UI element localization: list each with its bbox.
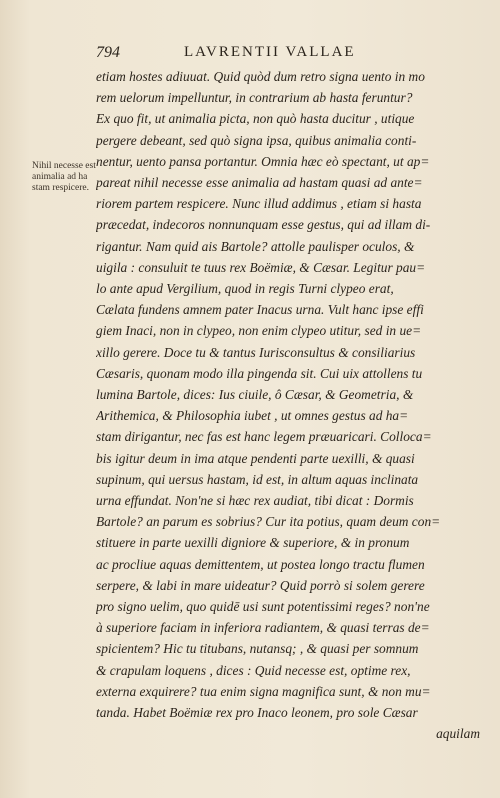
text-line: stituere in parte uexilli digniore & superiore, & in pronum [96,535,410,551]
text-line: pergere debeant, sed quò signa ipsa, quibus animalia conti- [96,132,417,148]
text-line: ac procliue aquas demittentem, ut postea longo tractu flumen [96,556,425,572]
text-line: supinum, qui uersus hastam, id est, in altum aquas inclinata [96,471,419,487]
running-head: LAVRENTII VALLAE [184,44,356,60]
text-line: serpere, & labi in mare uideatur? Quid porrò si solem gerere [96,577,425,593]
text-line: pareat nihil necesse esse animalia ad hastam quasi ad ante= [96,175,423,191]
marginal-note [32,161,98,194]
text-line: rigantur. Nam quid ais Bartole? attolle paulisper oculos, & [96,238,415,254]
text-line: Ex quo fit, ut animalia picta, non quò hasta ducitur , utique [96,111,415,127]
text-line: spicientem? Hic tu titubans, nutansq; , & quasi per somnum [96,641,419,657]
text-line: Cælata fundens amnem pater Inacus urna. Vult hanc ipse effi [96,302,424,318]
text-line: præcedat, indecoros nonnunquam esse gestus, qui ad illam di- [96,217,431,233]
text-line: xillo gerere. Doce tu & tantus Iurisconsultus & consiliarius [96,344,416,360]
text-line: urna effundat. Non'ne si hæc rex audiat, tibi dicat : Dormis [96,493,414,509]
body-text [96,66,480,745]
text-line: tanda. Habet Boëmiæ rex pro Inaco leonem, pro sole Cæsar [96,705,418,721]
text-line: uigila : consuluit te tuus rex Boëmiæ, & Cæsar. Legitur pau= [96,259,426,275]
text-line: pro signo uelim, quo quidē usi sunt potentissimi reges? non'ne [96,599,430,615]
marginal-note-line: animalia ad ha [32,172,88,182]
text-line: nentur, uento pansa portantur. Omnia hæc eò spectant, ut ap= [96,153,430,169]
text-line: à superiore faciam in inferiora radiantem, & quasi terras de= [96,620,430,636]
text-line: bis igitur deum in ima atque pendenti parte uexilli, & quasi [96,450,415,466]
page-number: 794 [96,44,120,61]
marginal-note-line: Nihil necesse est [32,161,96,171]
text-line: lo ante apud Vergilium, quod in regis Turni clypeo erat, [96,281,394,297]
text-line: Arithemica, & Philosophia iubet , ut omnes gestus ad ha= [96,408,409,424]
text-line: riorem partem respicere. Nunc illud addimus , etiam si hasta [96,196,422,212]
text-line: etiam hostes adiuuat. Quid quòd dum retro signa uento in mo [96,69,425,84]
text-line: rem uelorum impelluntur, in contrarium ab hasta feruntur? [96,90,413,106]
text-line: Cæsaris, quonam modo illa pingenda sit. Cui uix attollens tu [96,365,423,381]
marginal-note-line: stam respicere. [32,183,89,193]
text-line: externa exquirere? tua enim signa magnifica sunt, & non mu= [96,683,431,699]
text-line: giem Inaci, non in clypeo, non enim clypeo utitur, sed in ue= [96,323,422,339]
text-line: lumina Bartole, dices: Ius ciuile, ô Cæsar, & Geometria, & [96,387,414,403]
text-line: Bartole? an parum es sobrius? Cur ita potius, quam deum con= [96,514,441,530]
catchword: aquilam [436,726,480,742]
text-line: & crapulam loquens , dices : Quid necesse est, optime rex, [96,662,411,678]
text-line: stam dirigantur, nec fas est hanc legem præuaricari. Colloca= [96,429,432,445]
page-header [96,44,476,64]
